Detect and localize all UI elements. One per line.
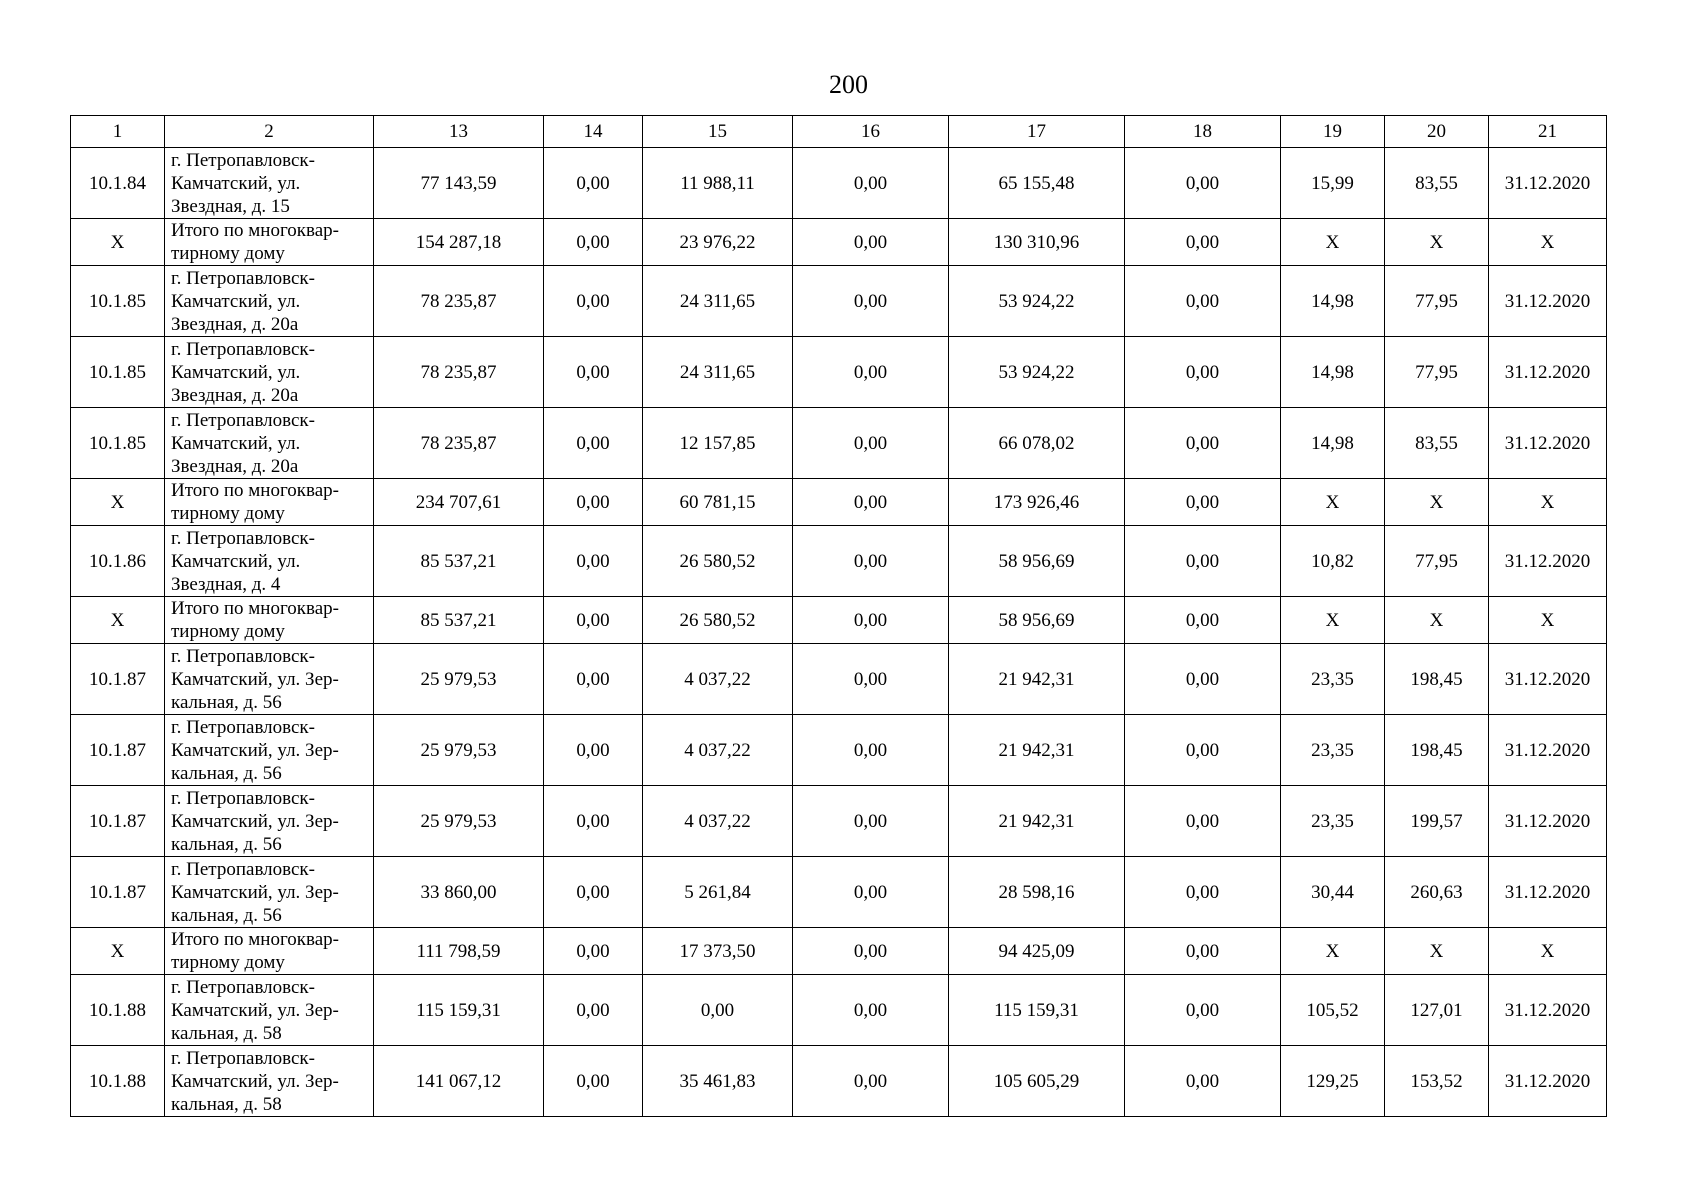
- row-id-cell: 10.1.88: [71, 1046, 165, 1117]
- value-cell: 0,00: [1125, 408, 1281, 479]
- value-cell: 28 598,16: [949, 857, 1125, 928]
- value-cell: 199,57: [1385, 786, 1489, 857]
- row-id-cell: 10.1.85: [71, 408, 165, 479]
- value-cell: 0,00: [793, 597, 949, 644]
- value-cell: 35 461,83: [643, 1046, 793, 1117]
- address-cell: г. Петропавловск-Камчатский, ул. Звездная, д. 20а: [165, 266, 374, 337]
- value-cell: 0,00: [1125, 644, 1281, 715]
- table-row: [71, 266, 1607, 337]
- value-cell: 260,63: [1385, 857, 1489, 928]
- value-cell: 0,00: [793, 219, 949, 266]
- value-cell: 4 037,22: [643, 786, 793, 857]
- value-cell: 31.12.2020: [1489, 337, 1607, 408]
- table-row: [71, 786, 1607, 857]
- value-cell: 53 924,22: [949, 337, 1125, 408]
- address-cell: Итого по многоквар-тирному дому: [165, 219, 374, 266]
- value-cell: 105 605,29: [949, 1046, 1125, 1117]
- address-cell: г. Петропавловск-Камчатский, ул. Звездная, д. 15: [165, 148, 374, 219]
- value-cell: 0,00: [544, 597, 643, 644]
- value-cell: 0,00: [544, 526, 643, 597]
- value-cell: 60 781,15: [643, 479, 793, 526]
- value-cell: 4 037,22: [643, 715, 793, 786]
- value-cell: 0,00: [1125, 715, 1281, 786]
- total-row: [71, 597, 1607, 644]
- value-cell: 0,00: [1125, 526, 1281, 597]
- value-cell: X: [1281, 219, 1385, 266]
- address-cell: г. Петропавловск-Камчатский, ул. Звездная, д. 20а: [165, 337, 374, 408]
- value-cell: 0,00: [544, 219, 643, 266]
- value-cell: X: [1281, 479, 1385, 526]
- value-cell: X: [1385, 479, 1489, 526]
- value-cell: 31.12.2020: [1489, 975, 1607, 1046]
- value-cell: 78 235,87: [374, 266, 544, 337]
- value-cell: 31.12.2020: [1489, 148, 1607, 219]
- value-cell: 198,45: [1385, 644, 1489, 715]
- row-id-cell: X: [71, 219, 165, 266]
- value-cell: 85 537,21: [374, 526, 544, 597]
- column-header: 1: [71, 116, 165, 148]
- value-cell: 115 159,31: [949, 975, 1125, 1046]
- value-cell: 129,25: [1281, 1046, 1385, 1117]
- value-cell: X: [1281, 597, 1385, 644]
- value-cell: 0,00: [793, 975, 949, 1046]
- value-cell: X: [1385, 597, 1489, 644]
- address-cell: г. Петропавловск-Камчатский, ул. Зер-кальная, д. 56: [165, 644, 374, 715]
- value-cell: 0,00: [1125, 597, 1281, 644]
- value-cell: 115 159,31: [374, 975, 544, 1046]
- column-header: 14: [544, 116, 643, 148]
- value-cell: 77 143,59: [374, 148, 544, 219]
- table-row: [71, 408, 1607, 479]
- value-cell: 31.12.2020: [1489, 1046, 1607, 1117]
- value-cell: 0,00: [544, 479, 643, 526]
- value-cell: 25 979,53: [374, 715, 544, 786]
- value-cell: 24 311,65: [643, 337, 793, 408]
- value-cell: 127,01: [1385, 975, 1489, 1046]
- value-cell: X: [1385, 928, 1489, 975]
- value-cell: 0,00: [793, 526, 949, 597]
- column-header: 20: [1385, 116, 1489, 148]
- value-cell: X: [1281, 928, 1385, 975]
- value-cell: 0,00: [1125, 219, 1281, 266]
- data-table: [70, 115, 1607, 1117]
- header-row: [71, 116, 1607, 148]
- value-cell: 30,44: [1281, 857, 1385, 928]
- column-header: 19: [1281, 116, 1385, 148]
- table-row: [71, 148, 1607, 219]
- row-id-cell: 10.1.87: [71, 786, 165, 857]
- table-row: [71, 1046, 1607, 1117]
- table-row: [71, 337, 1607, 408]
- column-header: 18: [1125, 116, 1281, 148]
- value-cell: 58 956,69: [949, 526, 1125, 597]
- value-cell: 83,55: [1385, 148, 1489, 219]
- row-id-cell: 10.1.85: [71, 337, 165, 408]
- total-row: [71, 219, 1607, 266]
- table-body: [71, 148, 1607, 1117]
- value-cell: 198,45: [1385, 715, 1489, 786]
- value-cell: 4 037,22: [643, 644, 793, 715]
- row-id-cell: 10.1.86: [71, 526, 165, 597]
- value-cell: 0,00: [544, 148, 643, 219]
- value-cell: X: [1489, 928, 1607, 975]
- row-id-cell: X: [71, 597, 165, 644]
- value-cell: 0,00: [1125, 479, 1281, 526]
- table-row: [71, 526, 1607, 597]
- value-cell: 0,00: [793, 857, 949, 928]
- value-cell: 21 942,31: [949, 644, 1125, 715]
- value-cell: 0,00: [1125, 337, 1281, 408]
- column-header: 13: [374, 116, 544, 148]
- value-cell: 31.12.2020: [1489, 266, 1607, 337]
- value-cell: 0,00: [544, 786, 643, 857]
- row-id-cell: 10.1.87: [71, 715, 165, 786]
- value-cell: 14,98: [1281, 337, 1385, 408]
- value-cell: 77,95: [1385, 526, 1489, 597]
- value-cell: 0,00: [544, 266, 643, 337]
- value-cell: 14,98: [1281, 408, 1385, 479]
- row-id-cell: X: [71, 928, 165, 975]
- value-cell: 0,00: [1125, 786, 1281, 857]
- column-header: 17: [949, 116, 1125, 148]
- address-cell: г. Петропавловск-Камчатский, ул. Звездная, д. 20а: [165, 408, 374, 479]
- table-row: [71, 644, 1607, 715]
- value-cell: 0,00: [544, 715, 643, 786]
- value-cell: 33 860,00: [374, 857, 544, 928]
- table-row: [71, 715, 1607, 786]
- value-cell: 0,00: [793, 928, 949, 975]
- value-cell: 0,00: [544, 408, 643, 479]
- value-cell: 0,00: [793, 715, 949, 786]
- total-row: [71, 928, 1607, 975]
- value-cell: 12 157,85: [643, 408, 793, 479]
- value-cell: 0,00: [544, 928, 643, 975]
- value-cell: 31.12.2020: [1489, 408, 1607, 479]
- value-cell: 31.12.2020: [1489, 644, 1607, 715]
- value-cell: 26 580,52: [643, 597, 793, 644]
- value-cell: 14,98: [1281, 266, 1385, 337]
- value-cell: X: [1385, 219, 1489, 266]
- value-cell: 94 425,09: [949, 928, 1125, 975]
- page-number: 200: [829, 70, 868, 99]
- address-cell: г. Петропавловск-Камчатский, ул. Зер-кальная, д. 56: [165, 715, 374, 786]
- value-cell: 0,00: [544, 857, 643, 928]
- value-cell: 21 942,31: [949, 786, 1125, 857]
- value-cell: 53 924,22: [949, 266, 1125, 337]
- value-cell: 10,82: [1281, 526, 1385, 597]
- value-cell: 31.12.2020: [1489, 715, 1607, 786]
- value-cell: 85 537,21: [374, 597, 544, 644]
- value-cell: 0,00: [544, 644, 643, 715]
- address-cell: Итого по многоквар-тирному дому: [165, 597, 374, 644]
- value-cell: 141 067,12: [374, 1046, 544, 1117]
- value-cell: 0,00: [793, 337, 949, 408]
- table-row: [71, 975, 1607, 1046]
- value-cell: X: [1489, 479, 1607, 526]
- value-cell: X: [1489, 219, 1607, 266]
- address-cell: г. Петропавловск-Камчатский, ул. Зер-кальная, д. 58: [165, 975, 374, 1046]
- row-id-cell: 10.1.85: [71, 266, 165, 337]
- value-cell: 0,00: [544, 337, 643, 408]
- value-cell: 0,00: [643, 975, 793, 1046]
- value-cell: 77,95: [1385, 337, 1489, 408]
- value-cell: 17 373,50: [643, 928, 793, 975]
- value-cell: 11 988,11: [643, 148, 793, 219]
- row-id-cell: X: [71, 479, 165, 526]
- table-row: [71, 857, 1607, 928]
- total-row: [71, 479, 1607, 526]
- address-cell: г. Петропавловск-Камчатский, ул. Зер-кальная, д. 56: [165, 786, 374, 857]
- value-cell: 111 798,59: [374, 928, 544, 975]
- value-cell: 31.12.2020: [1489, 786, 1607, 857]
- value-cell: 0,00: [1125, 266, 1281, 337]
- value-cell: 0,00: [793, 1046, 949, 1117]
- value-cell: 0,00: [793, 408, 949, 479]
- value-cell: 25 979,53: [374, 786, 544, 857]
- value-cell: 0,00: [1125, 857, 1281, 928]
- value-cell: 66 078,02: [949, 408, 1125, 479]
- value-cell: 78 235,87: [374, 337, 544, 408]
- address-cell: Итого по многоквар-тирному дому: [165, 479, 374, 526]
- value-cell: 0,00: [1125, 148, 1281, 219]
- value-cell: 31.12.2020: [1489, 857, 1607, 928]
- value-cell: 23,35: [1281, 715, 1385, 786]
- value-cell: 23 976,22: [643, 219, 793, 266]
- address-cell: г. Петропавловск-Камчатский, ул. Зер-кальная, д. 58: [165, 1046, 374, 1117]
- row-id-cell: 10.1.84: [71, 148, 165, 219]
- value-cell: 21 942,31: [949, 715, 1125, 786]
- value-cell: 58 956,69: [949, 597, 1125, 644]
- address-cell: Итого по многоквар-тирному дому: [165, 928, 374, 975]
- value-cell: 83,55: [1385, 408, 1489, 479]
- value-cell: 23,35: [1281, 786, 1385, 857]
- value-cell: 31.12.2020: [1489, 526, 1607, 597]
- value-cell: 26 580,52: [643, 526, 793, 597]
- value-cell: 0,00: [544, 975, 643, 1046]
- value-cell: 25 979,53: [374, 644, 544, 715]
- value-cell: 0,00: [793, 479, 949, 526]
- value-cell: 0,00: [1125, 1046, 1281, 1117]
- column-header: 21: [1489, 116, 1607, 148]
- value-cell: 78 235,87: [374, 408, 544, 479]
- value-cell: 0,00: [793, 644, 949, 715]
- row-id-cell: 10.1.87: [71, 644, 165, 715]
- row-id-cell: 10.1.87: [71, 857, 165, 928]
- value-cell: 154 287,18: [374, 219, 544, 266]
- value-cell: 5 261,84: [643, 857, 793, 928]
- address-cell: г. Петропавловск-Камчатский, ул. Звездная, д. 4: [165, 526, 374, 597]
- value-cell: 234 707,61: [374, 479, 544, 526]
- value-cell: 105,52: [1281, 975, 1385, 1046]
- value-cell: 173 926,46: [949, 479, 1125, 526]
- value-cell: 23,35: [1281, 644, 1385, 715]
- value-cell: 24 311,65: [643, 266, 793, 337]
- value-cell: 15,99: [1281, 148, 1385, 219]
- value-cell: 153,52: [1385, 1046, 1489, 1117]
- value-cell: 0,00: [1125, 975, 1281, 1046]
- column-header: 16: [793, 116, 949, 148]
- value-cell: 130 310,96: [949, 219, 1125, 266]
- column-header: 2: [165, 116, 374, 148]
- value-cell: 0,00: [1125, 928, 1281, 975]
- value-cell: 0,00: [793, 148, 949, 219]
- value-cell: 0,00: [544, 1046, 643, 1117]
- address-cell: г. Петропавловск-Камчатский, ул. Зер-кальная, д. 56: [165, 857, 374, 928]
- value-cell: 65 155,48: [949, 148, 1125, 219]
- row-id-cell: 10.1.88: [71, 975, 165, 1046]
- value-cell: 0,00: [793, 266, 949, 337]
- value-cell: X: [1489, 597, 1607, 644]
- value-cell: 0,00: [793, 786, 949, 857]
- column-header: 15: [643, 116, 793, 148]
- value-cell: 77,95: [1385, 266, 1489, 337]
